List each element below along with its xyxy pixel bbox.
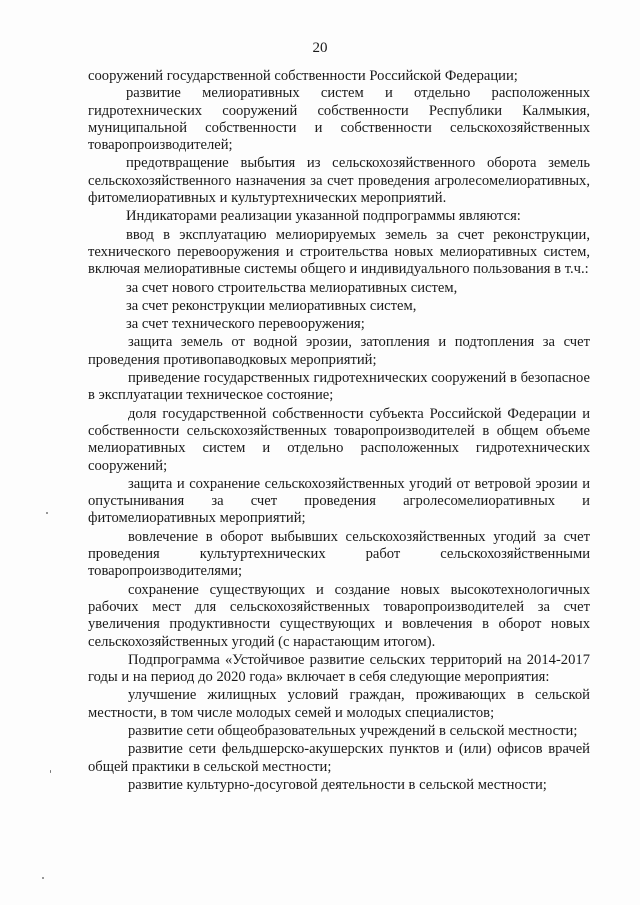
paragraph-16: улучшение жилищных условий граждан, проживающих в сельской местности, в том числе молодых семей и молодых специалистов;: [88, 687, 590, 721]
body-text: [88, 68, 590, 794]
paragraph-5: ввод в эксплуатацию мелиорируемых земель за счет реконструкции, технического перевооружения и строительства новых мелиоративных систем, включая мелиоративные системы общего и индивидуального пользования в т.ч.:: [88, 226, 590, 278]
paragraph-10: приведение государственных гидротехнических сооружений в безопасное в эксплуатации техническое состояние;: [88, 370, 590, 404]
paragraph-14: сохранение существующих и создание новых высокотехнологичных рабочих мест для сельскохозяйственных товаропроизводителей за счет увеличения продуктивности существующих и вовлечения в оборот новых сельскохозяйственных угодий (с нарастающим итогом).: [88, 581, 590, 650]
paragraph-1: сооружений государственной собственности Российской Федерации;: [88, 68, 518, 84]
scan-speck: [50, 770, 51, 773]
paragraph-12: защита и сохранение сельскохозяйственных угодий от ветровой эрозии и опустынивания за счет проведения агролесомелиоративных и фитомелиоративных мероприятий;: [88, 475, 590, 527]
paragraph-17: развитие сети общеобразовательных учреждений в сельской местности;: [128, 722, 578, 739]
page-number: 20: [312, 40, 328, 56]
paragraph-11: доля государственной собственности субъекта Российской Федерации и собственности сельскохозяйственных товаропроизводителей в общем объеме мелиоративных систем и отдельно расположенных гидротехнических сооружений;: [88, 405, 590, 474]
paragraph-4: Индикаторами реализации указанной подпрограммы являются:: [126, 208, 521, 225]
paragraph-7: за счет реконструкции мелиоративных систем,: [126, 297, 417, 314]
paragraph-18: развитие сети фельдшерско-акушерских пунктов и (или) офисов врачей общей практики в сельской местности;: [88, 741, 590, 775]
paragraph-19: развитие культурно-досуговой деятельности в сельской местности;: [128, 776, 547, 793]
paragraph-3: предотвращение выбытия из сельскохозяйственного оборота земель сельскохозяйственного назначения за счет проведения агролесомелиоративных, фитомелиоративных и культуртехнических мероприятий.: [88, 155, 590, 207]
paragraph-15: Подпрограмма «Устойчивое развитие сельских территорий на 2014-2017 годы и на период до 2020 года» включает в себя следующие мероприятия:: [88, 651, 590, 686]
paragraph-9: защита земель от водной эрозии, затопления и подтопления за счет проведения противопаводковых мероприятий;: [88, 334, 590, 368]
paragraph-6: за счет нового строительства мелиоративных систем,: [126, 279, 458, 296]
scan-speck: [46, 512, 48, 514]
paragraph-13: вовлечение в оборот выбывших сельскохозяйственных угодий за счет проведения культуртехнических работ сельскохозяйственными товаропроизводителями;: [88, 528, 590, 580]
paragraph-2: развитие мелиоративных систем и отдельно расположенных гидротехнических сооружений собственности Республики Калмыкия, муниципальной собственности и собственности сельскохозяйственных товаропроизводителей;: [88, 85, 590, 154]
paragraph-8: за счет технического перевооружения;: [126, 316, 365, 333]
scan-speck: [42, 877, 44, 879]
